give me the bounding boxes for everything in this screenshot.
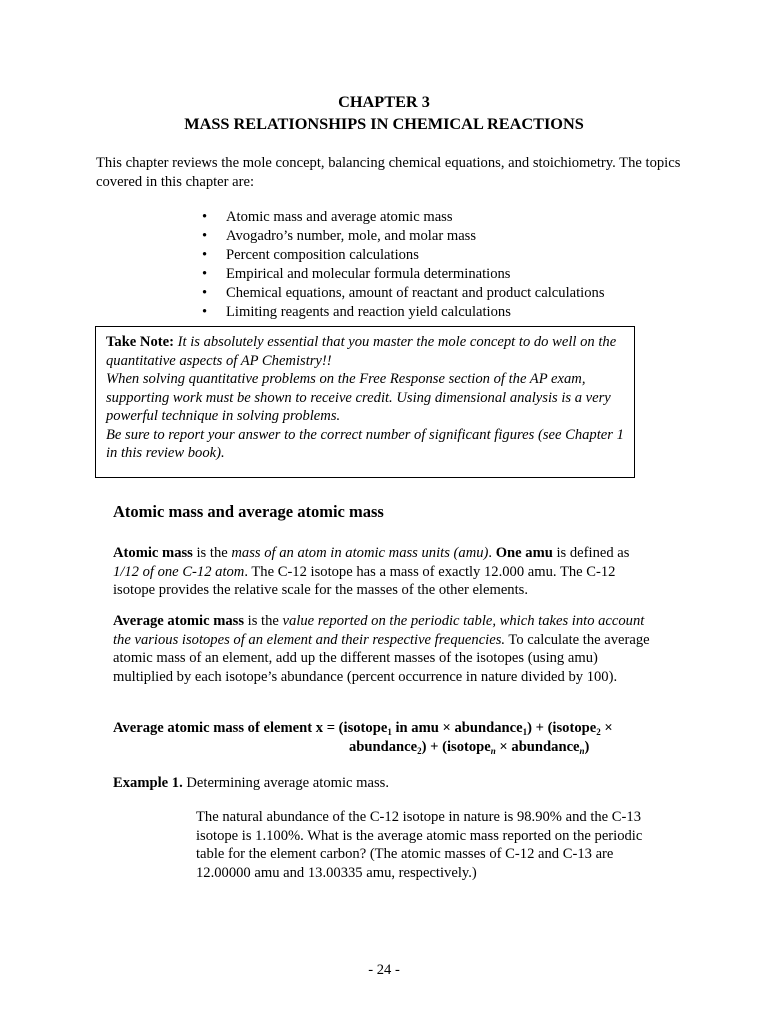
formula-run: )	[584, 739, 590, 755]
formula-subscript: 2	[596, 727, 601, 737]
take-note-text-2: When solving quantitative problems on the Free Response section of the AP exam, supporting work must be shown to receive credit. Using dimensional analysis is a very powerful technique in solving problems.	[106, 371, 611, 424]
take-note-label: Take Note:	[106, 334, 174, 350]
formula-run: ×	[600, 720, 613, 736]
formula-run: in amu × abundance	[391, 720, 523, 736]
average-atomic-mass-definition: value reported on the periodic table, which takes into account the various isotopes of an element and their respective frequencies.	[113, 613, 645, 648]
formula-run: ) + (isotope	[527, 720, 597, 736]
take-note-box	[95, 326, 635, 478]
atomic-mass-paragraph	[113, 544, 653, 600]
take-note-line-1	[106, 333, 624, 370]
text-run: is defined as	[552, 545, 630, 561]
example-title: Determining average atomic mass.	[182, 775, 389, 791]
formula-run: Average atomic mass of element x = (isotope	[113, 720, 388, 736]
text-run: is the	[192, 545, 232, 561]
take-note-text-1: It is absolutely essential that you master the mole concept to do well on the quantitative aspects of AP Chemistry!!	[106, 334, 617, 369]
text-run: .	[488, 545, 496, 561]
chapter-number: CHAPTER 3	[338, 92, 430, 111]
page-number: - 24 -	[368, 962, 400, 978]
list-item: • Chemical equations, amount of reactant and product calculations	[198, 284, 605, 303]
text-run: To calculate the average atomic mass of an element, add up the different masses of the isotopes (using amu) multiplied by each isotope’s abundance (percent occurrence in nature divided by 100).	[113, 631, 650, 685]
list-item: • Atomic mass and average atomic mass	[198, 208, 605, 227]
formula-run: × abundance	[495, 739, 580, 755]
chapter-title: MASS RELATIONSHIPS IN CHEMICAL REACTIONS	[184, 114, 584, 133]
topics-list	[198, 208, 605, 322]
one-amu-term: One amu	[495, 545, 553, 561]
section-heading: Atomic mass and average atomic mass	[113, 502, 384, 521]
intro-paragraph: This chapter reviews the mole concept, balancing chemical equations, and stoichiometry. The topics covered in this chapter are:	[96, 155, 681, 190]
formula-subscript: n	[490, 746, 496, 756]
list-item: • Percent composition calculations	[198, 246, 605, 265]
one-amu-definition: 1/12 of one C-12 atom	[113, 563, 245, 580]
atomic-mass-term: Atomic mass	[113, 545, 193, 561]
formula-subscript: 2	[417, 746, 422, 756]
average-atomic-mass-paragraph	[113, 612, 653, 686]
text-run: is the	[244, 613, 283, 629]
atomic-mass-definition: mass of an atom in atomic mass units (amu)	[231, 545, 489, 561]
example-body: The natural abundance of the C-12 isotope in nature is 98.90% and the C-13 isotope is 1.100%. What is the average atomic mass reported on the periodic table for the element carbon? (The atomic masses of C-12 and C-13 are 12.00000 amu and 13.00335 amu, respectively.)	[196, 809, 643, 881]
average-atomic-mass-term: Average atomic mass	[113, 613, 245, 629]
list-item: • Limiting reagents and reaction yield calculations	[198, 303, 605, 322]
formula-subscript: 1	[522, 727, 528, 737]
example-label: Example 1.	[113, 775, 183, 791]
list-item: • Empirical and molecular formula determinations	[198, 265, 605, 284]
formula-subscript: n	[579, 746, 585, 756]
text-run: . The C-12 isotope has a mass of exactly 12.000 amu. The C-12 isotope provides the relative scale for the masses of the other elements.	[113, 563, 616, 598]
example-heading	[113, 774, 673, 793]
formula-line-2	[349, 738, 749, 757]
formula-run: ) + (isotope	[421, 739, 491, 755]
formula-line-1	[113, 719, 673, 738]
formula-subscript: 1	[387, 727, 392, 737]
list-item: • Avogadro’s number, mole, and molar mass	[198, 227, 605, 246]
take-note-text-3: Be sure to report your answer to the correct number of significant figures (see Chapter 1 in this review book).	[106, 426, 624, 461]
formula-run: abundance	[349, 739, 418, 755]
